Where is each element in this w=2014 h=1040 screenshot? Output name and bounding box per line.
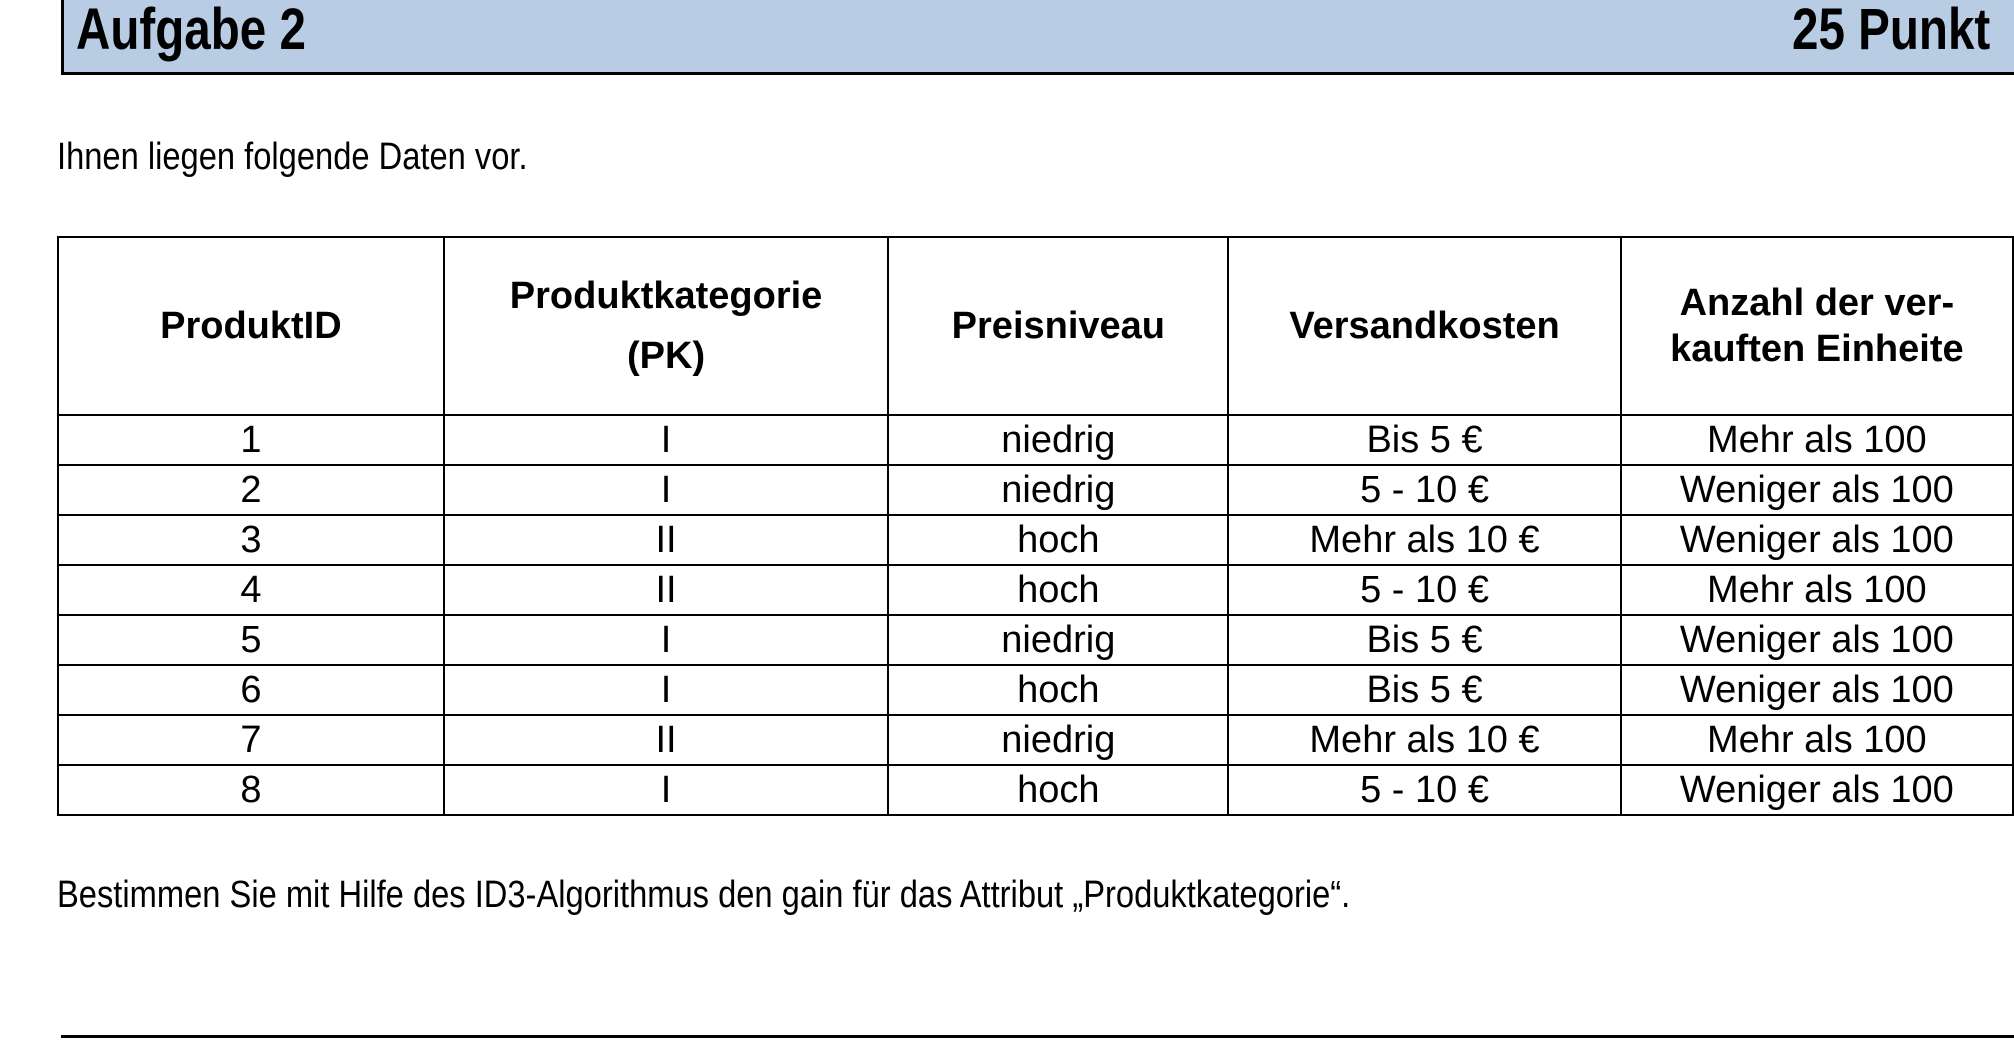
cell-produktkategorie: I bbox=[444, 415, 889, 465]
cell-produktid: 8 bbox=[58, 765, 444, 815]
cell-produktid: 7 bbox=[58, 715, 444, 765]
cell-produktid: 1 bbox=[58, 415, 444, 465]
cell-preisniveau: niedrig bbox=[888, 715, 1228, 765]
cell-verkaufte-einheiten: Weniger als 100 bbox=[1621, 765, 2013, 815]
cell-versandkosten: Bis 5 € bbox=[1228, 415, 1620, 465]
cell-versandkosten: 5 - 10 € bbox=[1228, 565, 1620, 615]
table-row bbox=[58, 515, 2013, 565]
cell-verkaufte-einheiten: Mehr als 100 bbox=[1621, 715, 2013, 765]
cell-preisniveau: niedrig bbox=[888, 615, 1228, 665]
cell-preisniveau: niedrig bbox=[888, 415, 1228, 465]
question-text: Bestimmen Sie mit Hilfe des ID3-Algorithmus den gain für das Attribut „Produktkategorie“. bbox=[57, 874, 1351, 916]
cell-produktkategorie: I bbox=[444, 765, 889, 815]
cell-verkaufte-einheiten: Weniger als 100 bbox=[1621, 515, 2013, 565]
cell-verkaufte-einheiten: Mehr als 100 bbox=[1621, 565, 2013, 615]
cell-verkaufte-einheiten: Mehr als 100 bbox=[1621, 415, 2013, 465]
cell-produktkategorie: I bbox=[444, 665, 889, 715]
cell-produktkategorie: II bbox=[444, 515, 889, 565]
column-header-preisniveau: Preisniveau bbox=[888, 237, 1228, 415]
cell-versandkosten: 5 - 10 € bbox=[1228, 765, 1620, 815]
table-row bbox=[58, 665, 2013, 715]
cell-produktid: 3 bbox=[58, 515, 444, 565]
column-header-versandkosten: Versandkosten bbox=[1228, 237, 1620, 415]
cell-produktkategorie: I bbox=[444, 465, 889, 515]
cell-versandkosten: Mehr als 10 € bbox=[1228, 515, 1620, 565]
cell-preisniveau: niedrig bbox=[888, 465, 1228, 515]
cell-versandkosten: 5 - 10 € bbox=[1228, 465, 1620, 515]
table-row bbox=[58, 465, 2013, 515]
column-header-produktid: ProduktID bbox=[58, 237, 444, 415]
task-points: 25 Punkt bbox=[1792, 0, 1991, 62]
table-row bbox=[58, 765, 2013, 815]
cell-verkaufte-einheiten: Weniger als 100 bbox=[1621, 615, 2013, 665]
cell-versandkosten: Bis 5 € bbox=[1228, 665, 1620, 715]
cell-preisniveau: hoch bbox=[888, 765, 1228, 815]
cell-versandkosten: Mehr als 10 € bbox=[1228, 715, 1620, 765]
intro-text: Ihnen liegen folgende Daten vor. bbox=[57, 136, 528, 178]
cell-preisniveau: hoch bbox=[888, 565, 1228, 615]
cell-produktkategorie: II bbox=[444, 715, 889, 765]
cell-preisniveau: hoch bbox=[888, 515, 1228, 565]
table-row bbox=[58, 715, 2013, 765]
table-row bbox=[58, 615, 2013, 665]
column-header-verkaufte-einheiten: Anzahl der ver- kauften Einheite bbox=[1621, 237, 2013, 415]
cell-produktid: 2 bbox=[58, 465, 444, 515]
cell-produktid: 4 bbox=[58, 565, 444, 615]
cell-preisniveau: hoch bbox=[888, 665, 1228, 715]
product-data-table bbox=[57, 236, 2014, 816]
cell-produktid: 6 bbox=[58, 665, 444, 715]
task-header bbox=[61, 0, 2014, 75]
table-row bbox=[58, 415, 2013, 465]
bottom-divider bbox=[61, 1035, 2014, 1038]
cell-produktkategorie: II bbox=[444, 565, 889, 615]
column-header-produktkategorie: Produktkategorie (PK) bbox=[444, 237, 889, 415]
cell-versandkosten: Bis 5 € bbox=[1228, 615, 1620, 665]
task-title: Aufgabe 2 bbox=[76, 0, 306, 62]
table-row bbox=[58, 565, 2013, 615]
cell-produktid: 5 bbox=[58, 615, 444, 665]
cell-produktkategorie: I bbox=[444, 615, 889, 665]
table-header-row bbox=[58, 237, 2013, 415]
cell-verkaufte-einheiten: Weniger als 100 bbox=[1621, 465, 2013, 515]
cell-verkaufte-einheiten: Weniger als 100 bbox=[1621, 665, 2013, 715]
